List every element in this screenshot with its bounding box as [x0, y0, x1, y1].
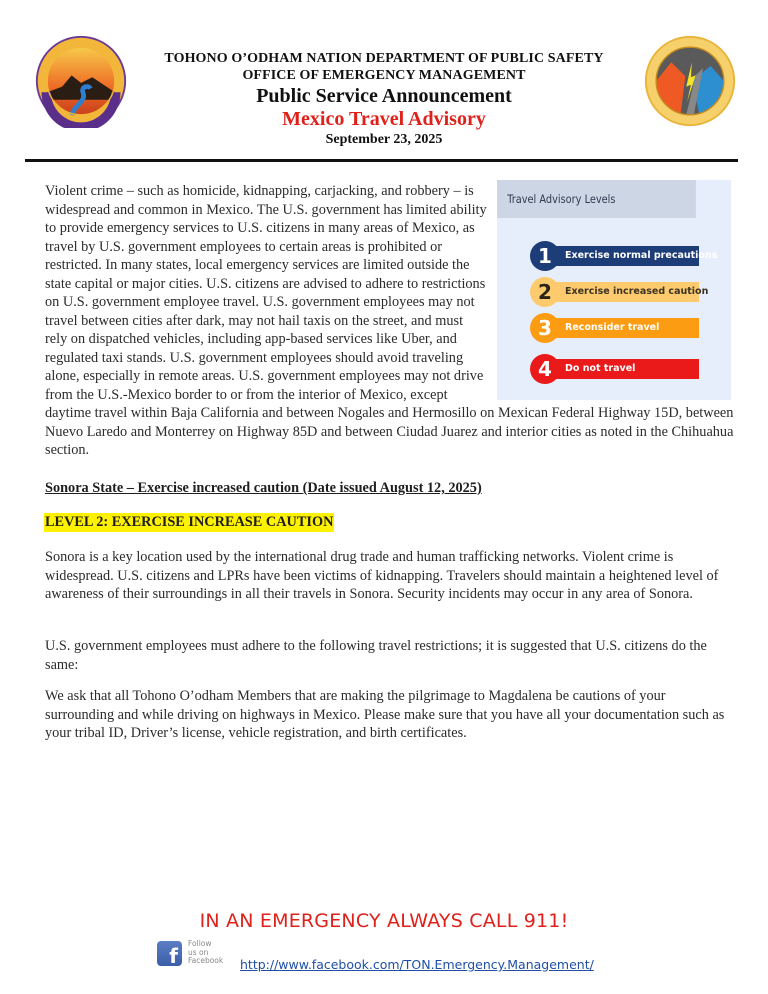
facebook-link[interactable]: http://www.facebook.com/TON.Emergency.Management/ — [240, 957, 594, 972]
header-text — [120, 50, 648, 149]
advisory-level-1 — [497, 241, 731, 271]
level-3-label: Reconsider travel — [539, 318, 699, 338]
emergency-notice: IN AN EMERGENCY ALWAYS CALL 911! — [199, 910, 569, 932]
advisory-levels-heading: Travel Advisory Levels — [497, 180, 696, 218]
advisory-level-3 — [497, 313, 731, 343]
level-4-number: 4 — [530, 354, 560, 384]
facebook-icon[interactable]: f — [157, 941, 182, 966]
level-1-label: Exercise normal precautions — [539, 246, 699, 266]
intro-text: Violent crime – such as homicide, kidnapping, carjacking, and robbery – is widespread and common in Mexico. The U.S. government has limited ability to provide emergency services to U.S. citizens in many areas of Mexico, as travel by U.S. government employees to certain areas is prohibited or restricted. In many states, local emergency services are limited outside the state capital or major cities. U.S. citizens are advised to adhere to restrictions on U.S. government employee travel. U.S. government employees may not travel between cities after dark, may not hail taxis on the street, and must rely on dispatched vehicles, including app-based services like Uber, and regulated taxi stands. U.S. government employees should avoid traveling alone, especially in remote areas. U.S. government employees may not drive from the U.S.-Mexico border to or from the interior of Mexico, except daytime travel within Baja California and between Nogales and Hermosillo on Mexican Federal Highway 15D, between Nuevo Laredo and Monterrey on Highway 85D and between Ciudad Juarez and interior cities as noted in the Chihuahua section. — [45, 183, 734, 458]
advisory-level-4 — [497, 354, 731, 384]
follow-us-text — [188, 940, 238, 966]
restrictions-paragraph: U.S. government employees must adhere to the following travel restrictions; it is suggested that U.S. citizens do the same: — [45, 638, 707, 673]
announcement-type: Public Service Announcement — [256, 85, 512, 107]
level-2-label: Exercise increased caution — [539, 282, 699, 302]
follow-line-1: Follow — [188, 939, 212, 948]
sonora-section-heading: Sonora State – Exercise increased caution (Date issued August 12, 2025) — [45, 480, 482, 496]
level-2-number: 2 — [530, 277, 560, 307]
advisory-level-2 — [497, 277, 731, 307]
follow-line-3: Facebook — [188, 956, 224, 965]
level-2-highlight: LEVEL 2: EXERCISE INCREASE CAUTION — [45, 514, 334, 530]
follow-line-2: us on — [188, 947, 209, 957]
document-header — [0, 30, 768, 160]
level-1-number: 1 — [530, 241, 560, 271]
announcement-date: September 23, 2025 — [325, 132, 443, 147]
office-name: OFFICE OF EMERGENCY MANAGEMENT — [242, 68, 526, 83]
sonora-paragraph: Sonora is a key location used by the international drug trade and human trafficking networks. Violent crime is widespread. U.S. citizens and LPRs have been victims of kidnapping. Travelers should maintain a heightened level of awareness of their surroundings in all their travels in Sonora. Security incidents may occur in any area of Sonora. — [45, 549, 719, 602]
members-paragraph: We ask that all Tohono O’odham Members that are making the pilgrimage to Magdalena be cautions of your surrounding and while driving on highways in Mexico. Please make sure that you have all your documentation such as your tribal ID, Driver’s license, vehicle registration, and birth certificates. — [45, 688, 725, 741]
level-4-label: Do not travel — [539, 359, 699, 379]
header-divider — [25, 159, 738, 162]
emergency-management-seal-icon — [643, 34, 737, 128]
org-name: TOHONO O’ODHAM NATION DEPARTMENT OF PUBLIC SAFETY — [164, 51, 604, 66]
page-title: Mexico Travel Advisory — [282, 108, 486, 130]
travel-advisory-levels-graphic — [497, 180, 731, 400]
public-safety-seal-icon — [34, 34, 128, 128]
level-3-number: 3 — [530, 313, 560, 343]
